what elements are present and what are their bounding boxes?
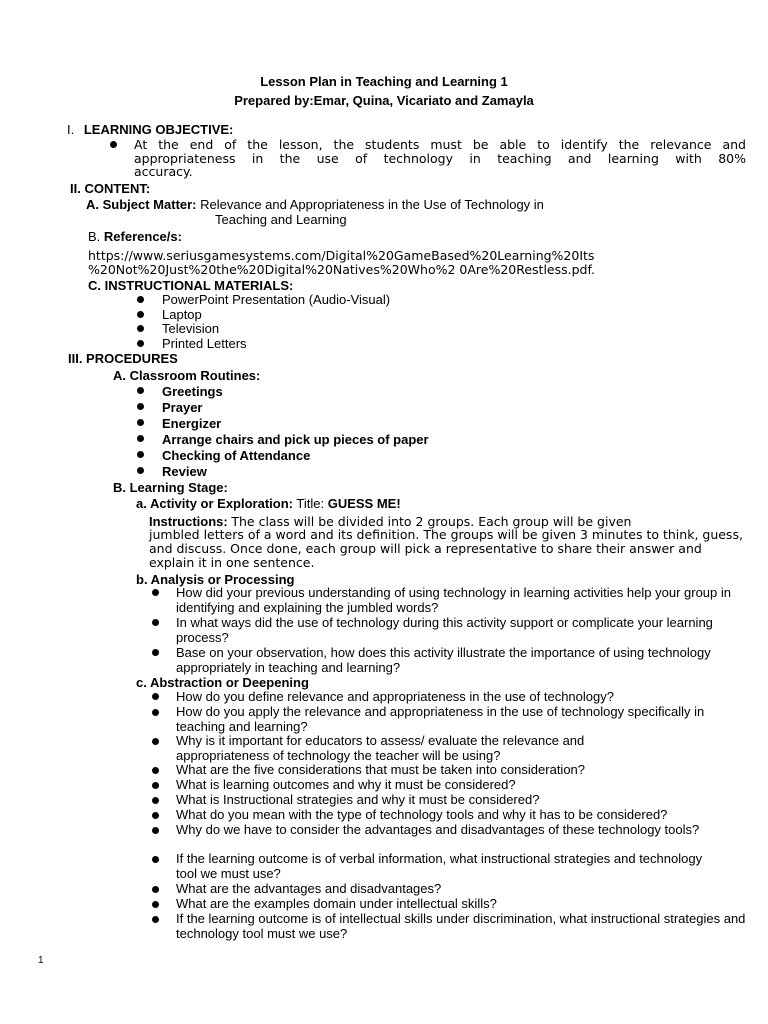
abstraction-question: How do you define relevance and appropriateness in the use of technology? [176, 689, 614, 704]
prepared-by: Prepared by:Emar, Quina, Vicariato and Zamayla [234, 93, 534, 108]
bullet-icon [152, 738, 159, 745]
reference-heading [88, 229, 182, 244]
document-title: Lesson Plan in Teaching and Learning 1 [260, 74, 508, 89]
objective-heading-text: LEARNING OBJECTIVE: [83, 122, 234, 137]
abstraction-question: What is learning outcomes and why it must be considered? [176, 777, 516, 792]
subject-matter [86, 197, 544, 212]
learning-stage-heading: B. Learning Stage: [113, 480, 228, 495]
instructions-text-2: jumbled letters of a word and its definition. The groups will be given 3 minutes to think, guess, and discuss. Once done, each group will pick a representative to share their answer and explain it in one sentence. [149, 527, 743, 570]
bullet-icon [152, 812, 159, 819]
abstraction-heading: c. Abstraction or Deepening [136, 675, 309, 690]
abstraction-question: What do you mean with the type of technology tools and why it has to be considered? [176, 807, 668, 822]
bullet-icon [137, 296, 144, 303]
analysis-question: Base on your observation, how does this activity illustrate the importance of using technology appropriately in teaching and learning? [176, 645, 711, 675]
objective-line-1: At the end of the lesson, the students must be able to identify the relevance and [134, 137, 746, 152]
objective-heading [67, 122, 233, 137]
objective-line-2: appropriateness in the use of technology in teaching and learning with 80% [134, 151, 746, 166]
bullet-icon [152, 693, 159, 700]
bullet-icon [152, 916, 159, 923]
bullet-icon [152, 886, 159, 893]
abstraction-question: If the learning outcome is of verbal information, what instructional strategies and technology tool we must use? [176, 851, 703, 881]
bullet-icon [152, 619, 159, 626]
routine-item: Review [162, 464, 207, 479]
subject-matter-text: Relevance and Appropriateness in the Use of Technology in [200, 197, 544, 212]
bullet-icon [137, 467, 144, 474]
abstraction-question: What are the advantages and disadvantages? [176, 881, 442, 896]
analysis-question: In what ways did the use of technology during this activity support or complicate your learning process? [176, 615, 713, 645]
material-item: Television [162, 321, 220, 336]
objective-line-3: accuracy. [134, 164, 193, 179]
bullet-icon [137, 435, 144, 442]
procedures-heading: III. PROCEDURES [68, 351, 178, 366]
bullet-icon [152, 782, 159, 789]
activity-title-prefix: Title: [296, 496, 325, 511]
instructions-label: Instructions: [149, 514, 228, 529]
bullet-icon [137, 403, 144, 410]
bullet-icon [152, 649, 159, 656]
bullet-icon [152, 797, 159, 804]
bullet-icon [137, 451, 144, 458]
routines-heading: A. Classroom Routines: [113, 368, 261, 383]
reference-prefix: B. [88, 229, 101, 244]
routine-item: Arrange chairs and pick up pieces of paper [162, 432, 429, 447]
reference-link-line-1: https://www.seriusgamesystems.com/Digital%20GameBased%20Learning%20Its [88, 248, 595, 263]
abstraction-question: Why do we have to consider the advantages and disadvantages of these technology tools? [176, 822, 700, 837]
abstraction-question: How do you apply the relevance and appropriateness in the use of technology specifically in teaching and learning? [176, 704, 705, 734]
reference-label: Reference/s: [103, 229, 182, 244]
abstraction-question: Why is it important for educators to assess/ evaluate the relevance and appropriateness of technology the teacher will be using? [176, 733, 585, 763]
analysis-question: How did your previous understanding of using technology in learning activities help your group in identifying and explaining the jumbled words? [176, 585, 732, 615]
routine-item: Prayer [162, 400, 203, 415]
bullet-icon [152, 827, 159, 834]
activity-heading [136, 496, 401, 511]
activity-label: a. Activity or Exploration: [136, 496, 293, 511]
analysis-heading: b. Analysis or Processing [136, 572, 295, 587]
bullet-icon [152, 589, 159, 596]
bullet-icon [137, 387, 144, 394]
abstraction-question: What is Instructional strategies and why it must be considered? [176, 792, 540, 807]
abstraction-question: What are the five considerations that must be taken into consideration? [176, 762, 586, 777]
activity-title: GUESS ME! [327, 496, 401, 511]
subject-matter-text-2: Teaching and Learning [215, 212, 347, 227]
bullet-icon [137, 419, 144, 426]
page-number: 1 [38, 955, 44, 966]
material-item: Laptop [162, 307, 202, 322]
material-item: Printed Letters [162, 336, 247, 351]
bullet-icon [152, 709, 159, 716]
materials-heading: C. INSTRUCTIONAL MATERIALS: [88, 278, 294, 293]
bullet-icon [137, 311, 144, 318]
routine-item: Checking of Attendance [162, 448, 311, 463]
bullet-icon [137, 340, 144, 347]
abstraction-question: If the learning outcome is of intellectual skills under discrimination, what instructional strategies and technology tool must we use? [176, 911, 746, 941]
bullet-icon [152, 856, 159, 863]
routine-item: Greetings [162, 384, 223, 399]
material-item: PowerPoint Presentation (Audio-Visual) [162, 292, 391, 307]
bullet-icon [137, 325, 144, 332]
instructions-text-1: The class will be divided into 2 groups. Each group will be given [231, 514, 632, 529]
reference-link-line-2: %20Not%20Just%20the%20Digital%20Natives%20Who%2 0Are%20Restless.pdf. [88, 262, 595, 277]
bullet-icon [152, 767, 159, 774]
bullet-icon [152, 901, 159, 908]
bullet-icon [110, 141, 117, 148]
content-heading: II. CONTENT: [70, 181, 151, 196]
abstraction-question: What are the examples domain under intellectual skills? [176, 896, 497, 911]
objective-numeral: I. [67, 122, 75, 137]
subject-matter-label: A. Subject Matter: [86, 197, 197, 212]
routine-item: Energizer [162, 416, 222, 431]
